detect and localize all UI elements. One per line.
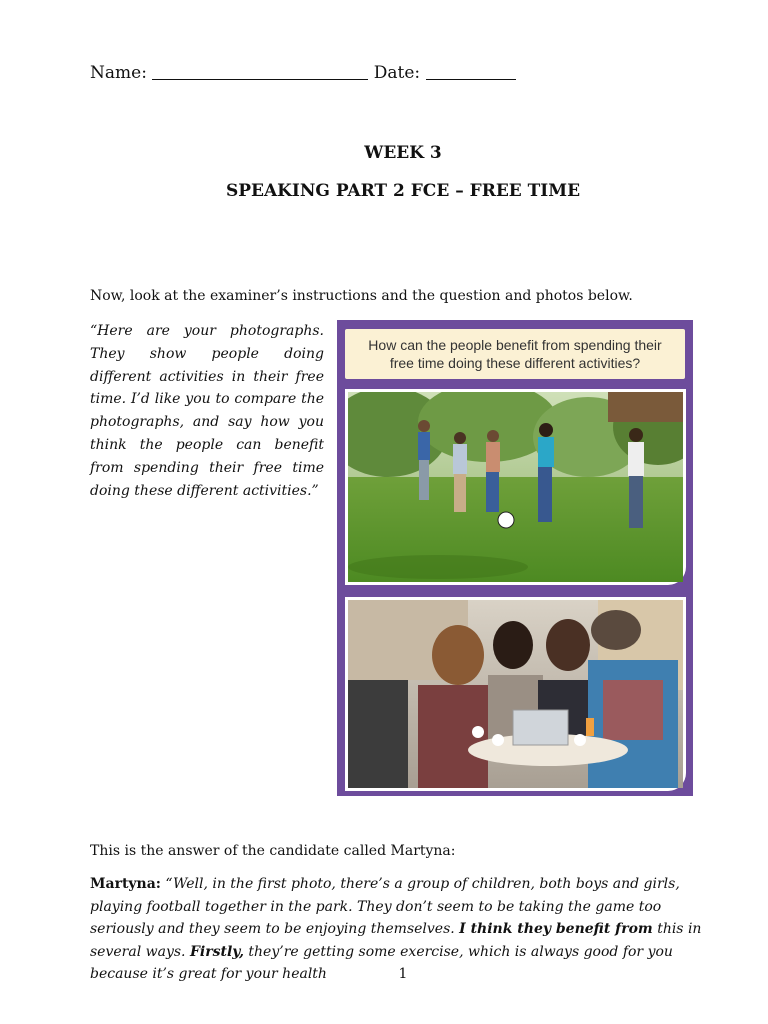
page-number: 1 bbox=[398, 966, 408, 982]
date-blank[interactable] bbox=[426, 63, 516, 80]
question-line-1: How can the people benefit from spending their bbox=[368, 337, 662, 353]
question-line-2: free time doing these different activities? bbox=[389, 355, 641, 371]
week-title: WEEK 3 bbox=[364, 143, 442, 163]
cafe-photo-image bbox=[348, 600, 683, 788]
answer-part-1: “Well, in the first photo, there’s a group of children, both boys and girls, playing football together in the park. They don’t seem to be taking the game too seriously and they seem to be enjoying themselves. bbox=[90, 876, 680, 938]
question-box bbox=[345, 329, 685, 379]
photo-card bbox=[337, 320, 693, 796]
name-label: Name: bbox=[90, 63, 147, 83]
photo-football-park bbox=[345, 389, 686, 585]
photo-cafe-friends bbox=[345, 597, 686, 791]
answer-bold-2: Firstly, bbox=[189, 943, 244, 960]
instructions-text: Now, look at the examiner’s instructions and the question and photos below. bbox=[90, 288, 633, 304]
examiner-quote: “Here are your photographs. They show people doing different activities in their free time. I’d like you to compare the photographs, and say how you think the people can benefit from spending their free time doing these different activities.” bbox=[90, 323, 324, 499]
name-blank[interactable] bbox=[152, 63, 368, 80]
speaker-label: Martyna: bbox=[90, 876, 161, 892]
name-date-line bbox=[90, 63, 516, 83]
date-label: Date: bbox=[373, 63, 421, 83]
answer-part-3: they’re getting some exercise, which is always good for you because it’s great for your health bbox=[90, 943, 673, 983]
football-photo-image bbox=[348, 392, 683, 582]
answer-part-2: this in several ways. bbox=[90, 921, 702, 960]
answer-bold-1: I think they benefit from bbox=[459, 921, 653, 938]
section-title: SPEAKING PART 2 FCE – FREE TIME bbox=[225, 181, 581, 201]
answer-intro: This is the answer of the candidate called Martyna: bbox=[90, 843, 456, 859]
